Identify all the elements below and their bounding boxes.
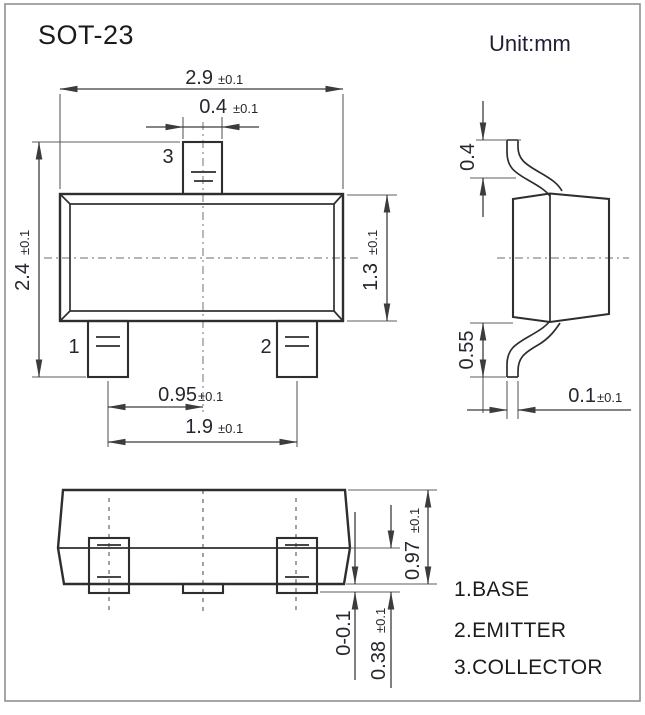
dim-lead-foot-tol: ±0.1: [373, 607, 388, 633]
dim-overall-height-tol: ±0.1: [17, 229, 32, 255]
dim-lead-foot-value: 0.38: [368, 641, 390, 680]
pin2-label: 2: [260, 336, 272, 358]
side-top-lead: [507, 140, 562, 196]
legend-collector: 3.COLLECTOR: [454, 656, 603, 679]
legend-emitter: 2.EMITTER: [454, 619, 567, 642]
dim-lead-pitch-tol: ±0.1: [198, 389, 224, 404]
dim-tab-width: [146, 96, 259, 139]
dim-lead-height-top-value: 0.4: [457, 143, 479, 171]
dim-overall-height-value: 2.4: [12, 263, 34, 291]
side-view: [456, 101, 631, 419]
front-pin2-marks: [285, 545, 309, 577]
dim-body-depth-tol: ±0.1: [365, 229, 380, 255]
dim-tab-width-tol: ±0.1: [233, 101, 259, 116]
pin3-label: 3: [162, 146, 174, 168]
dim-lead-foot: [350, 505, 400, 688]
dim-lead-height-bottom: [456, 323, 513, 413]
dim-lead-thickness-value: 0.1: [568, 385, 596, 407]
dim-body-depth-value: 1.3: [360, 263, 382, 291]
dim-body-width-value: 2.9: [185, 67, 213, 89]
dim-lead-height-top: [457, 101, 521, 217]
dim-lead-thickness-tol: ±0.1: [597, 390, 623, 405]
page-title: SOT-23: [38, 20, 135, 50]
package-body-inner-bevel: [70, 204, 334, 311]
pin1-label: 1: [68, 336, 80, 358]
top-view: [12, 67, 397, 447]
pin-legend: [454, 578, 603, 679]
pin1-lead-marks: [96, 337, 120, 346]
unit-label: Unit:mm: [489, 31, 571, 56]
dim-tab-width-value: 0.4: [199, 96, 227, 118]
dim-lead-pitch-value: 0.95: [158, 384, 197, 406]
dim-outer-lead-span-tol: ±0.1: [218, 421, 244, 436]
dim-lead-height-bottom-value: 0.55: [456, 330, 478, 370]
dim-package-height-value: 0.97: [402, 541, 424, 580]
dim-body-width-tol: ±0.1: [218, 72, 244, 87]
page-border: [5, 4, 640, 701]
pin3-lead: [183, 142, 222, 194]
side-bottom-lead: [507, 321, 560, 377]
dim-body-width: [60, 67, 343, 189]
dim-standoff-value: 0-0.1: [333, 610, 355, 656]
dim-package-height-tol: ±0.1: [407, 507, 422, 533]
legend-base: 1.BASE: [454, 578, 530, 601]
dim-outer-lead-span-value: 1.9: [185, 416, 213, 438]
dim-lead-thickness: [467, 381, 631, 419]
dim-overall-height: [12, 142, 180, 377]
front-view: [58, 490, 437, 688]
pin2-lead: [277, 321, 317, 377]
pin2-lead-marks: [285, 337, 309, 346]
pin1-lead: [88, 321, 128, 377]
